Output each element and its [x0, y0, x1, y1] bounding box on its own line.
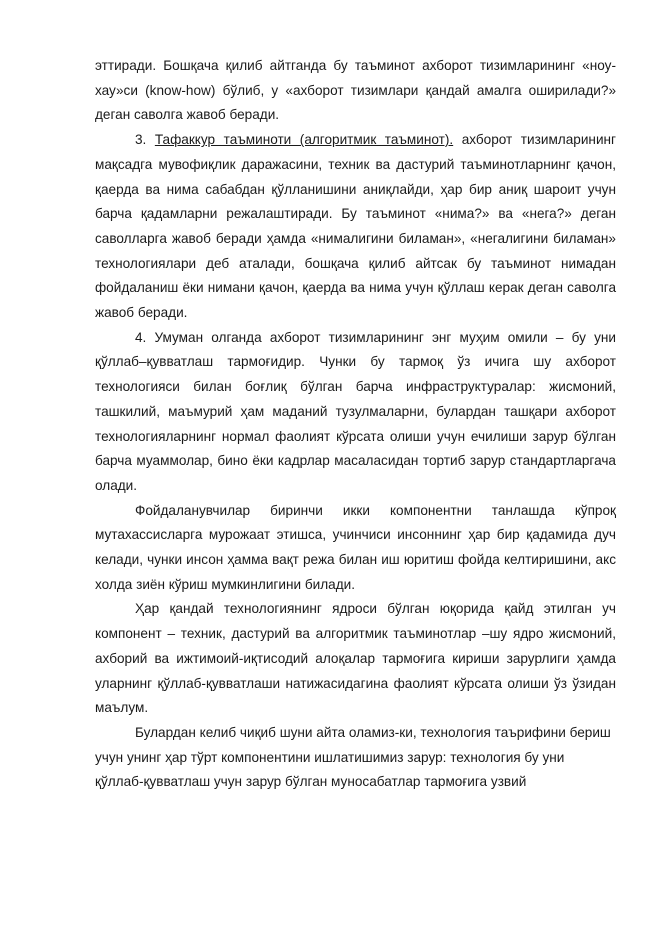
paragraph-users: Фойдаланувчилар биринчи икки компонентни танлашда кўпроқ мутахассисларга мурожаат этишса, учинчиси инсоннинг ҳар бир қадамида дуч келади, чунки инсон ҳамма вақт режа билан иш юритиш фойда келтиришини, акс холда зиён кўриш мумкинлигини билади.	[95, 502, 616, 592]
item-3-text: ахборот тизимларининг мақсадга мувофиқлик даражасини, техник ва дастурий таъминотларнинг қачон, қаерда ва нима сабабдан қўлланишини аниқлайди, ҳар бир аниқ шароит учун барча қадамларни режалаштиради. Бу таъминот «нима?» ва «нега?» деган саволларга жавоб беради ҳамда «нималигини биламан», «негалигини биламан» технологиялари деб аталади, бошқача қилиб айтсак бу таъминот нимадан фойдаланиш ёки нимани қачон, қаерда ва нима учун қўллаш керак деган саволга жавоб беради.	[95, 132, 616, 321]
paragraph-continuation: эттиради. Бошқача қилиб айтганда бу таъминот ахборот тизимларининг «ноу-хау»си (know-how) бўлиб, у «ахборот тизимлари қандай амалга оширилади?» деган саволга жавоб беради.	[95, 58, 616, 123]
paragraph-conclusion: Булардан келиб чиқиб шуни айта оламиз-ки, технология таърифини бериш учун унинг ҳар тўрт компонентини ишлатишимиз зарур: технология бу уни қўллаб-қувватлаш учун зарур бўлган муносабатлар тармоғига узвий	[95, 724, 611, 790]
document-page	[95, 54, 616, 795]
item-3-heading: Тафаккур таъминоти (алгоритмик таъминот).	[154, 132, 454, 148]
paragraph-item-4: 4. Умуман олганда ахборот тизимларининг энг муҳим омили – бу уни қўллаб–қувватлаш тармоғидир. Чунки бу тармоқ ўз ичига шу ахборот технологияси билан боғлиқ бўлган барча инфраструктуралар: жисмоний, ташкилий, маъмурий ҳам маданий тузулмаларни, булардан ташқари ахборот технологияларнинг нормал фаолият кўрсата олиши учун ечилиши зарур бўлган барча муаммолар, бино ёки кадрлар масаласидан тортиб зарур стандартларгача олади.	[95, 329, 616, 493]
paragraph-item-3	[95, 128, 616, 326]
item-3-number: 3.	[135, 132, 147, 148]
paragraph-core-components: Ҳар қандай технологиянинг ядроси бўлган юқорида қайд этилган уч компонент – техник, дастурий ва алгоритмик таъминотлар –шу ядро жисмоний, ахборий ва ижтимоий-иқтисодий алоқалар тармоғига кириши зарурлиги ҳамда уларнинг қўллаб-қувватлаши натижасидагина фаолият кўрсата олиши ўз ўзидан маълум.	[95, 601, 616, 716]
